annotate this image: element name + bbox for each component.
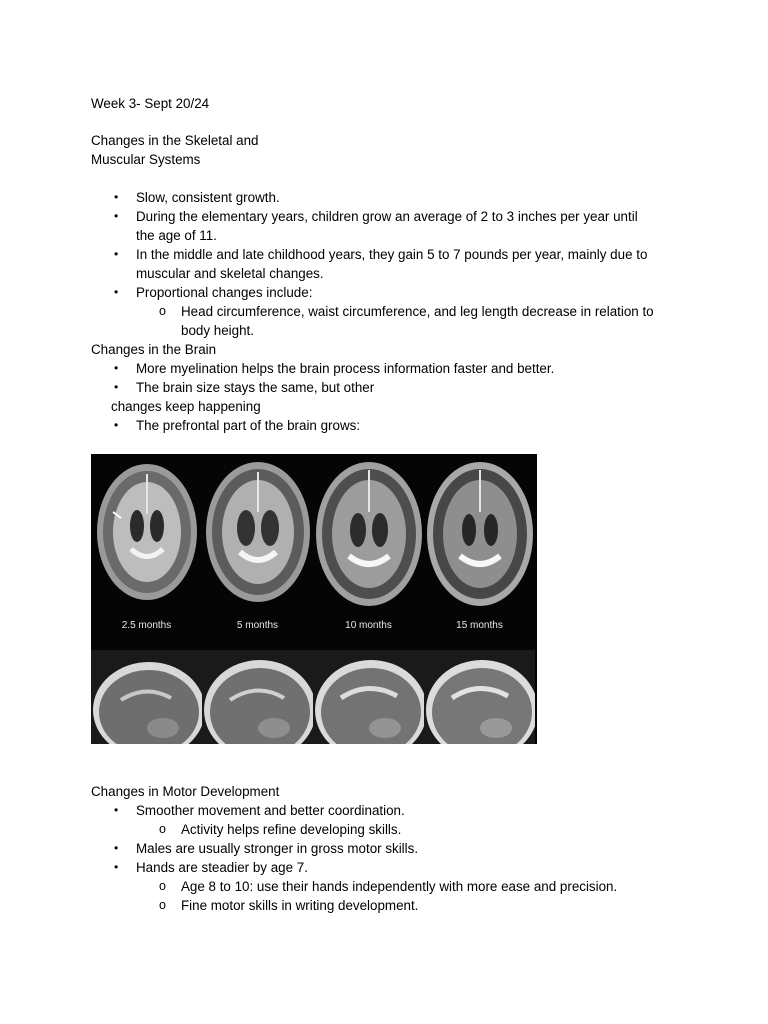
bullet-icon: • <box>114 841 119 855</box>
brain-mri-figure <box>91 454 537 744</box>
skeletal-bullet-1: Slow, consistent growth. <box>136 190 280 205</box>
skeletal-bullet-3-cont: muscular and skeletal changes. <box>136 266 324 281</box>
skeletal-sub-bullet-1: Head circumference, waist circumference, and leg length decrease in relation to <box>181 304 654 319</box>
brain-bullet-1: More myelination helps the brain process information faster and better. <box>136 361 555 376</box>
axial-mri-2-5-months <box>91 454 202 608</box>
sub-bullet-icon: o <box>159 822 166 836</box>
motor-sub-bullet-1: Activity helps refine developing skills. <box>181 822 402 837</box>
bullet-icon: • <box>114 803 119 817</box>
sagittal-mri-10-months <box>313 650 424 744</box>
bullet-icon: • <box>114 418 119 432</box>
axial-mri-15-months <box>424 454 535 608</box>
bullet-icon: • <box>114 285 119 299</box>
brain-bullet-2-cont: changes keep happening <box>111 399 261 414</box>
skeletal-bullet-2: During the elementary years, children grow an average of 2 to 3 inches per year until <box>136 209 638 224</box>
caption-2-5-months: 2.5 months <box>121 620 172 631</box>
bullet-icon: • <box>114 247 119 261</box>
motor-sub-bullet-2: Age 8 to 10: use their hands independently with more ease and precision. <box>181 879 618 894</box>
brain-bullet-2: The brain size stays the same, but other <box>136 380 375 395</box>
bullet-icon: • <box>114 380 119 394</box>
bullet-icon: • <box>114 860 119 874</box>
sagittal-mri-15-months <box>424 650 535 744</box>
sagittal-mri-2-5-months <box>91 650 202 744</box>
caption-5-months: 5 months <box>236 620 279 631</box>
sub-bullet-icon: o <box>159 304 166 318</box>
brain-section-title: Changes in the Brain <box>91 342 217 357</box>
axial-mri-5-months <box>202 454 313 608</box>
motor-bullet-2: Males are usually stronger in gross motor skills. <box>136 841 419 856</box>
motor-bullet-3: Hands are steadier by age 7. <box>136 860 308 875</box>
sub-bullet-icon: o <box>159 879 166 893</box>
sub-bullet-icon: o <box>159 898 166 912</box>
bullet-icon: • <box>114 361 119 375</box>
motor-bullet-1: Smoother movement and better coordination. <box>136 803 405 818</box>
bullet-icon: • <box>114 190 119 204</box>
motor-section-title: Changes in Motor Development <box>91 784 280 799</box>
skeletal-bullet-4: Proportional changes include: <box>136 285 313 300</box>
motor-sub-bullet-3: Fine motor skills in writing development. <box>181 898 419 913</box>
sagittal-mri-5-months <box>202 650 313 744</box>
caption-10-months: 10 months <box>345 620 392 631</box>
axial-mri-10-months <box>313 454 424 608</box>
date-heading: Week 3- Sept 20/24 <box>91 96 210 111</box>
skeletal-sub-bullet-1-cont: body height. <box>181 323 254 338</box>
skeletal-bullet-2-cont: the age of 11. <box>136 228 217 243</box>
skeletal-section-title-cont: Muscular Systems <box>91 152 201 167</box>
skeletal-bullet-3: In the middle and late childhood years, they gain 5 to 7 pounds per year, mainly due to <box>136 247 648 262</box>
bullet-icon: • <box>114 209 119 223</box>
brain-bullet-3: The prefrontal part of the brain grows: <box>136 418 361 433</box>
caption-15-months: 15 months <box>456 620 503 631</box>
skeletal-section-title: Changes in the Skeletal and <box>91 133 259 148</box>
